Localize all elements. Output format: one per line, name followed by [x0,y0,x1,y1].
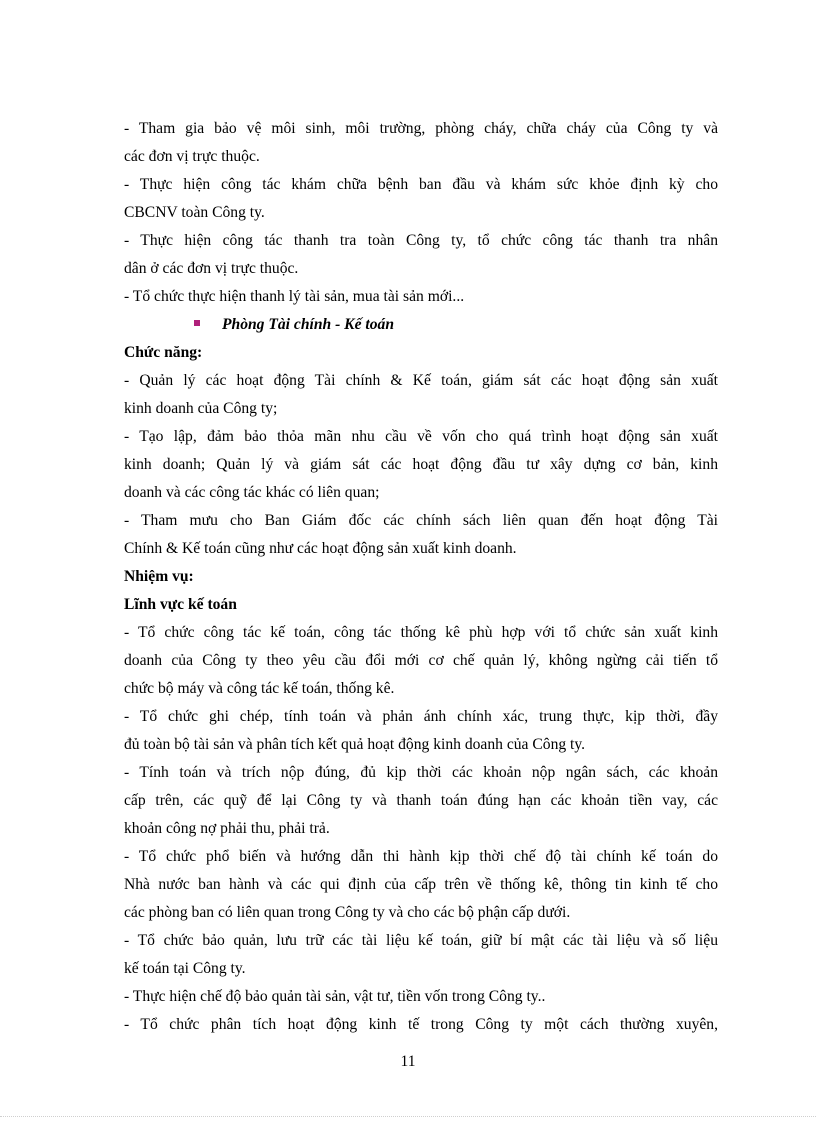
paragraph-line: - Tổ chức công tác kế toán, công tác thống kê phù hợp với tổ chức sản xuất kinh [124,624,718,641]
paragraph-line: Nhà nước ban hành và các qui định của cấp trên về thống kê, thông tin kinh tế cho [124,876,718,893]
paragraph-line: - Tổ chức ghi chép, tính toán và phản ánh chính xác, trung thực, kịp thời, đầy [124,708,718,725]
paragraph-line: Chính & Kế toán cũng như các hoạt động sản xuất kinh doanh. [124,540,517,557]
paragraph-line: doanh của Công ty theo yêu cầu đổi mới cơ chế quản lý, không ngừng cải tiến tổ [124,652,718,669]
section-heading-text: Phòng Tài chính - Kế toán [222,316,394,333]
page-number: 11 [400,1053,416,1070]
paragraph-line: các đơn vị trực thuộc. [124,148,260,165]
subheading-nhiem-vu: Nhiệm vụ: [124,568,194,585]
paragraph-line: doanh và các công tác khác có liên quan; [124,484,380,501]
paragraph-line: - Tổ chức bảo quản, lưu trữ các tài liệu kế toán, giữ bí mật các tài liệu và số liệu [124,932,718,949]
paragraph-line: - Thực hiện công tác khám chữa bệnh ban đầu và khám sức khỏe định kỳ cho [124,176,718,193]
paragraph-line: dân ở các đơn vị trực thuộc. [124,260,299,277]
subheading-linh-vuc-ke-toan: Lĩnh vực kế toán [124,596,237,613]
body-text [124,115,718,1039]
page-bottom-divider [0,1116,816,1117]
subheading-chuc-nang: Chức năng: [124,344,203,361]
section-heading [124,311,718,339]
paragraph-line: kế toán tại Công ty. [124,960,246,977]
paragraph-line: - Tham mưu cho Ban Giám đốc các chính sách liên quan đến hoạt động Tài [124,512,718,529]
square-bullet-icon [194,320,200,326]
paragraph-line: - Thực hiện chế độ bảo quản tài sản, vật tư, tiền vốn trong Công ty.. [124,988,546,1005]
paragraph-line: kinh doanh của Công ty; [124,400,278,417]
paragraph-line: đủ toàn bộ tài sản và phân tích kết quả hoạt động kinh doanh của Công ty. [124,736,586,753]
paragraph-line: cấp trên, các quỹ để lại Công ty và thanh toán đúng hạn các khoản tiền vay, các [124,792,718,809]
paragraph-line: chức bộ máy và công tác kế toán, thống kê. [124,680,395,697]
paragraph-line: - Tạo lập, đảm bảo thỏa mãn nhu cầu về vốn cho quá trình hoạt động sản xuất [124,428,718,445]
paragraph-line: - Tính toán và trích nộp đúng, đủ kịp thời các khoản nộp ngân sách, các khoản [124,764,718,781]
paragraph-line: khoản công nợ phải thu, phải trả. [124,820,330,837]
paragraph-line: - Tổ chức thực hiện thanh lý tài sản, mua tài sản mới... [124,288,465,305]
paragraph-line: CBCNV toàn Công ty. [124,204,265,221]
paragraph-line: - Tham gia bảo vệ môi sinh, môi trường, phòng cháy, chữa cháy của Công ty và [124,120,718,137]
paragraph-line: - Tổ chức phổ biến và hướng dẫn thi hành kịp thời chế độ tài chính kế toán do [124,848,718,865]
paragraph-line: kinh doanh; Quản lý và giám sát các hoạt động đầu tư xây dựng cơ bản, kinh [124,456,718,473]
paragraph-line: - Thực hiện công tác thanh tra toàn Công ty, tổ chức công tác thanh tra nhân [124,232,718,249]
paragraph-line: - Tổ chức phân tích hoạt động kinh tế trong Công ty một cách thường xuyên, [124,1016,718,1033]
paragraph-line: - Quản lý các hoạt động Tài chính & Kế toán, giám sát các hoạt động sản xuất [124,372,718,389]
paragraph-line: các phòng ban có liên quan trong Công ty và cho các bộ phận cấp dưới. [124,904,571,921]
